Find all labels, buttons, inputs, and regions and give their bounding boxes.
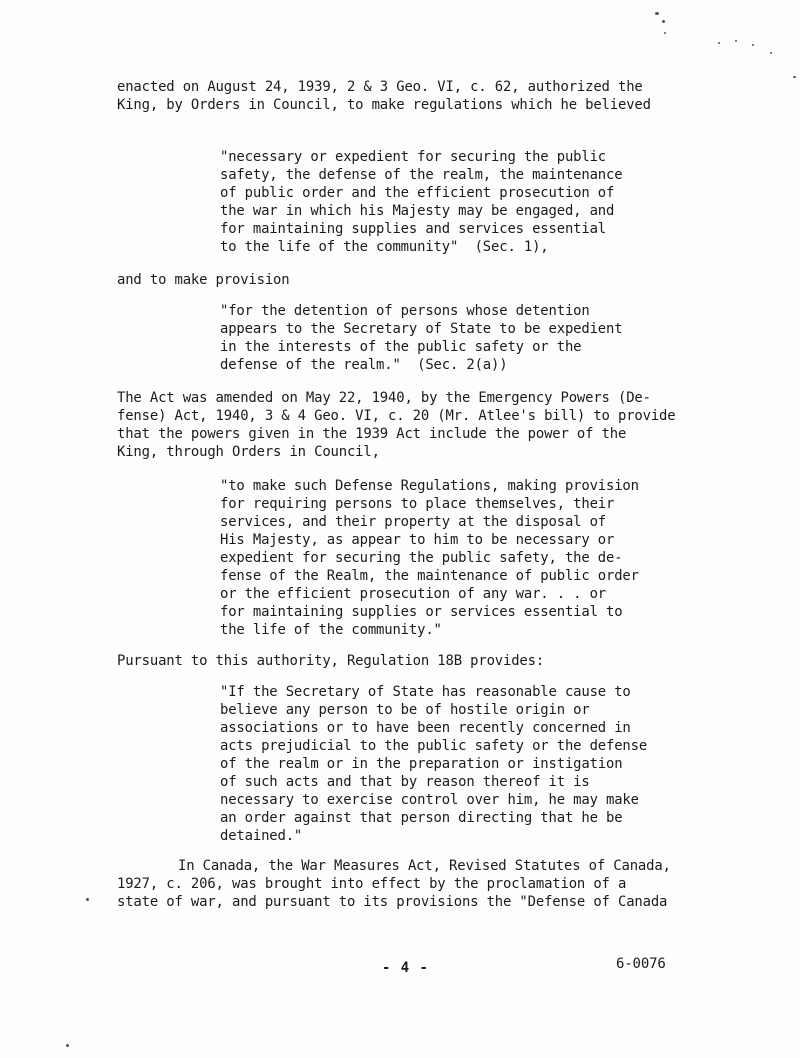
- scan-speck: [664, 32, 666, 34]
- text-line: King, by Orders in Council, to make regulations which he believed: [117, 97, 651, 113]
- quote-line: fense of the Realm, the maintenance of public order: [220, 568, 639, 584]
- quote-line: associations or to have been recently concerned in: [220, 720, 631, 736]
- quote-line: for maintaining supplies and services essential: [220, 221, 607, 237]
- text-line: state of war, and pursuant to its provisions the "Defense of Canada: [117, 894, 668, 910]
- scan-speck: [655, 12, 659, 15]
- quote-line: for requiring persons to place themselves, their: [220, 496, 615, 512]
- text-line: King, through Orders in Council,: [117, 444, 380, 460]
- quote-line: the war in which his Majesty may be engaged, and: [220, 203, 615, 219]
- quote-line: safety, the defense of the realm, the maintenance: [220, 167, 623, 183]
- document-id: 6-0076: [616, 956, 666, 972]
- scan-speck: [66, 1044, 69, 1047]
- quote-line: His Majesty, as appear to him to be necessary or: [220, 532, 615, 548]
- quote-line: defense of the realm." (Sec. 2(a)): [220, 357, 508, 373]
- quote-line: "necessary or expedient for securing the public: [220, 149, 607, 165]
- text-line: Pursuant to this authority, Regulation 18B provides:: [117, 653, 545, 669]
- quote-line: "for the detention of persons whose detention: [220, 303, 590, 319]
- quote-line: of public order and the efficient prosecution of: [220, 185, 615, 201]
- scan-speck: [718, 42, 720, 44]
- quote-line: of such acts and that by reason thereof it is: [220, 774, 590, 790]
- scan-speck: [86, 898, 89, 901]
- quote-line: in the interests of the public safety or the: [220, 339, 582, 355]
- scan-speck: [793, 76, 796, 78]
- text-line: 1927, c. 206, was brought into effect by the proclamation of a: [117, 876, 627, 892]
- quote-line: "If the Secretary of State has reasonable cause to: [220, 684, 631, 700]
- text-line: and to make provision: [117, 272, 290, 288]
- quote-line: the life of the community.": [220, 622, 442, 638]
- quote-line: services, and their property at the disposal of: [220, 514, 607, 530]
- quote-line: for maintaining supplies or services essential to: [220, 604, 623, 620]
- quote-line: believe any person to be of hostile origin or: [220, 702, 590, 718]
- text-line: In Canada, the War Measures Act, Revised Statutes of Canada,: [178, 858, 671, 874]
- scan-speck: [735, 40, 737, 42]
- quote-line: expedient for securing the public safety, the de-: [220, 550, 623, 566]
- scan-speck: [752, 44, 754, 46]
- text-line: that the powers given in the 1939 Act include the power of the: [117, 426, 627, 442]
- text-line: fense) Act, 1940, 3 & 4 Geo. VI, c. 20 (Mr. Atlee's bill) to provide: [117, 408, 676, 424]
- quote-line: of the realm or in the preparation or instigation: [220, 756, 623, 772]
- quote-line: or the efficient prosecution of any war. . . or: [220, 586, 607, 602]
- scan-speck: [770, 52, 772, 54]
- text-line: enacted on August 24, 1939, 2 & 3 Geo. VI, c. 62, authorized the: [117, 79, 643, 95]
- page-number: - 4 -: [382, 960, 429, 976]
- scan-speck: [662, 20, 665, 23]
- text-line: The Act was amended on May 22, 1940, by the Emergency Powers (De-: [117, 390, 651, 406]
- quote-line: "to make such Defense Regulations, making provision: [220, 478, 639, 494]
- quote-line: to the life of the community" (Sec. 1),: [220, 239, 549, 255]
- quote-line: detained.": [220, 828, 303, 844]
- quote-line: necessary to exercise control over him, he may make: [220, 792, 639, 808]
- quote-line: acts prejudicial to the public safety or the defense: [220, 738, 648, 754]
- quote-line: an order against that person directing that he be: [220, 810, 623, 826]
- quote-line: appears to the Secretary of State to be expedient: [220, 321, 623, 337]
